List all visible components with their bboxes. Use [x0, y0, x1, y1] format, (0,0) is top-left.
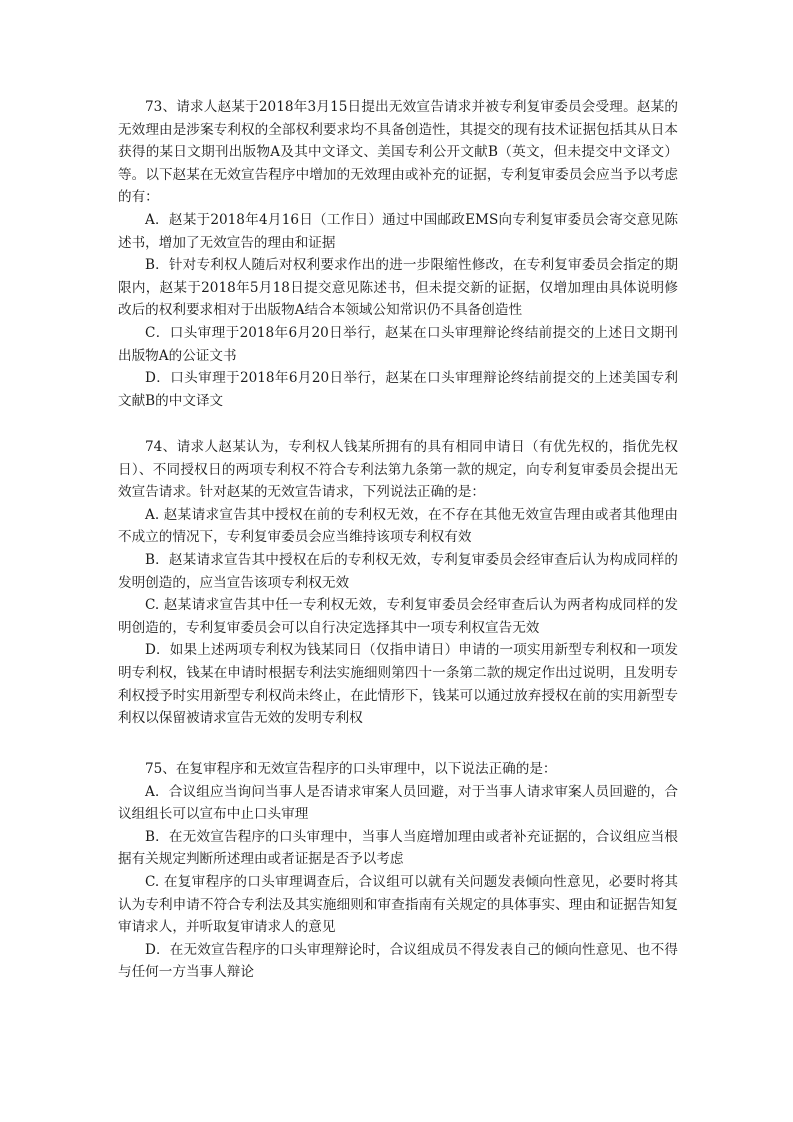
question-73	[118, 96, 678, 412]
option-c: C. 在复审程序的口头审理调查后，合议组可以就有关问题发表倾向性意见，必要时将其认为专利申请不符合专利法及其实施细则和审查指南有关规定的具体事实、理由和证据告知复审请求人，并听取复审请求人的意见	[118, 873, 678, 936]
option-d: D．在无效宣告程序的口头审理辩论时，合议组成员不得发表自己的倾向性意见、也不得与任何一方当事人辩论	[118, 941, 678, 981]
option-b: B．在无效宣告程序的口头审理中，当事人当庭增加理由或者补充证据的，合议组应当根据有关规定判断所述理由或者证据是否予以考虑	[118, 828, 678, 868]
option-a: A. 赵某请求宣告其中授权在前的专利权无效，在不存在其他无效宣告理由或者其他理由不成立的情况下，专利复审委员会应当维持该项专利权有效	[118, 506, 678, 546]
option-c: C．口头审理于2018年6月20日举行，赵某在口头审理辩论终结前提交的上述日文期刊出版物A的公证文书	[118, 324, 678, 364]
question-stem: 73、请求人赵某于2018年3月15日提出无效宣告请求并被专利复审委员会受理。赵某的无效理由是涉案专利权的全部权利要求均不具备创造性，其提交的现有技术证据包括其从日本获得的某日文期刊出版物A及其中文译文、美国专利公开文献B（英文，但未提交中文译文）等。以下赵某在无效宣告程序中增加的无效理由或补充的证据，专利复审委员会应当予以考虑的有：	[118, 99, 678, 206]
option-a: A．赵某于2018年4月16日（工作日）通过中国邮政EMS向专利复审委员会寄交意见陈述书，增加了无效宣告的理由和证据	[118, 211, 678, 251]
question-stem: 74、请求人赵某认为，专利权人钱某所拥有的具有相同申请日（有优先权的，指优先权日）、不同授权日的两项专利权不符合专利法第九条第一款的规定，向专利复审委员会提出无效宣告请求。针对赵某的无效宣告请求，下列说法正确的是：	[118, 439, 678, 501]
option-d: D．口头审理于2018年6月20日举行，赵某在口头审理辩论终结前提交的上述美国专利文献B的中文译文	[118, 370, 678, 409]
question-74	[118, 436, 678, 730]
question-stem: 75、在复审程序和无效宣告程序的口头审理中，以下说法正确的是：	[145, 761, 557, 777]
option-c: C. 赵某请求宣告其中任一专利权无效，专利复审委员会经审查后认为两者构成同样的发明创造的，专利复审委员会可以自行决定选择其中一项专利权宣告无效	[118, 597, 678, 636]
option-a: A．合议组应当询问当事人是否请求审案人员回避，对于当事人请求审案人员回避的，合议组组长可以宣布中止口头审理	[118, 783, 678, 823]
question-75	[118, 758, 678, 984]
option-b: B．赵某请求宣告其中授权在后的专利权无效，专利复审委员会经审查后认为构成同样的发明创造的，应当宣告该项专利权无效	[118, 551, 678, 591]
option-d: D．如果上述两项专利权为钱某同日（仅指申请日）申请的一项实用新型专利权和一项发明专利权，钱某在申请时根据专利法实施细则第四十一条第二款的规定作出过说明，且发明专利权授予时实用新型专利权尚未终止，在此情形下，钱某可以通过放弃授权在前的实用新型专利权以保留被请求宣告无效的发明专利权	[118, 642, 678, 727]
option-b: B．针对专利权人随后对权利要求作出的进一步限缩性修改，在专利复审委员会指定的期限内，赵某于2018年5月18日提交意见陈述书，但未提交新的证据，仅增加理由具体说明修改后的权利要求相对于出版物A结合本领域公知常识仍不具备创造性	[118, 257, 678, 319]
